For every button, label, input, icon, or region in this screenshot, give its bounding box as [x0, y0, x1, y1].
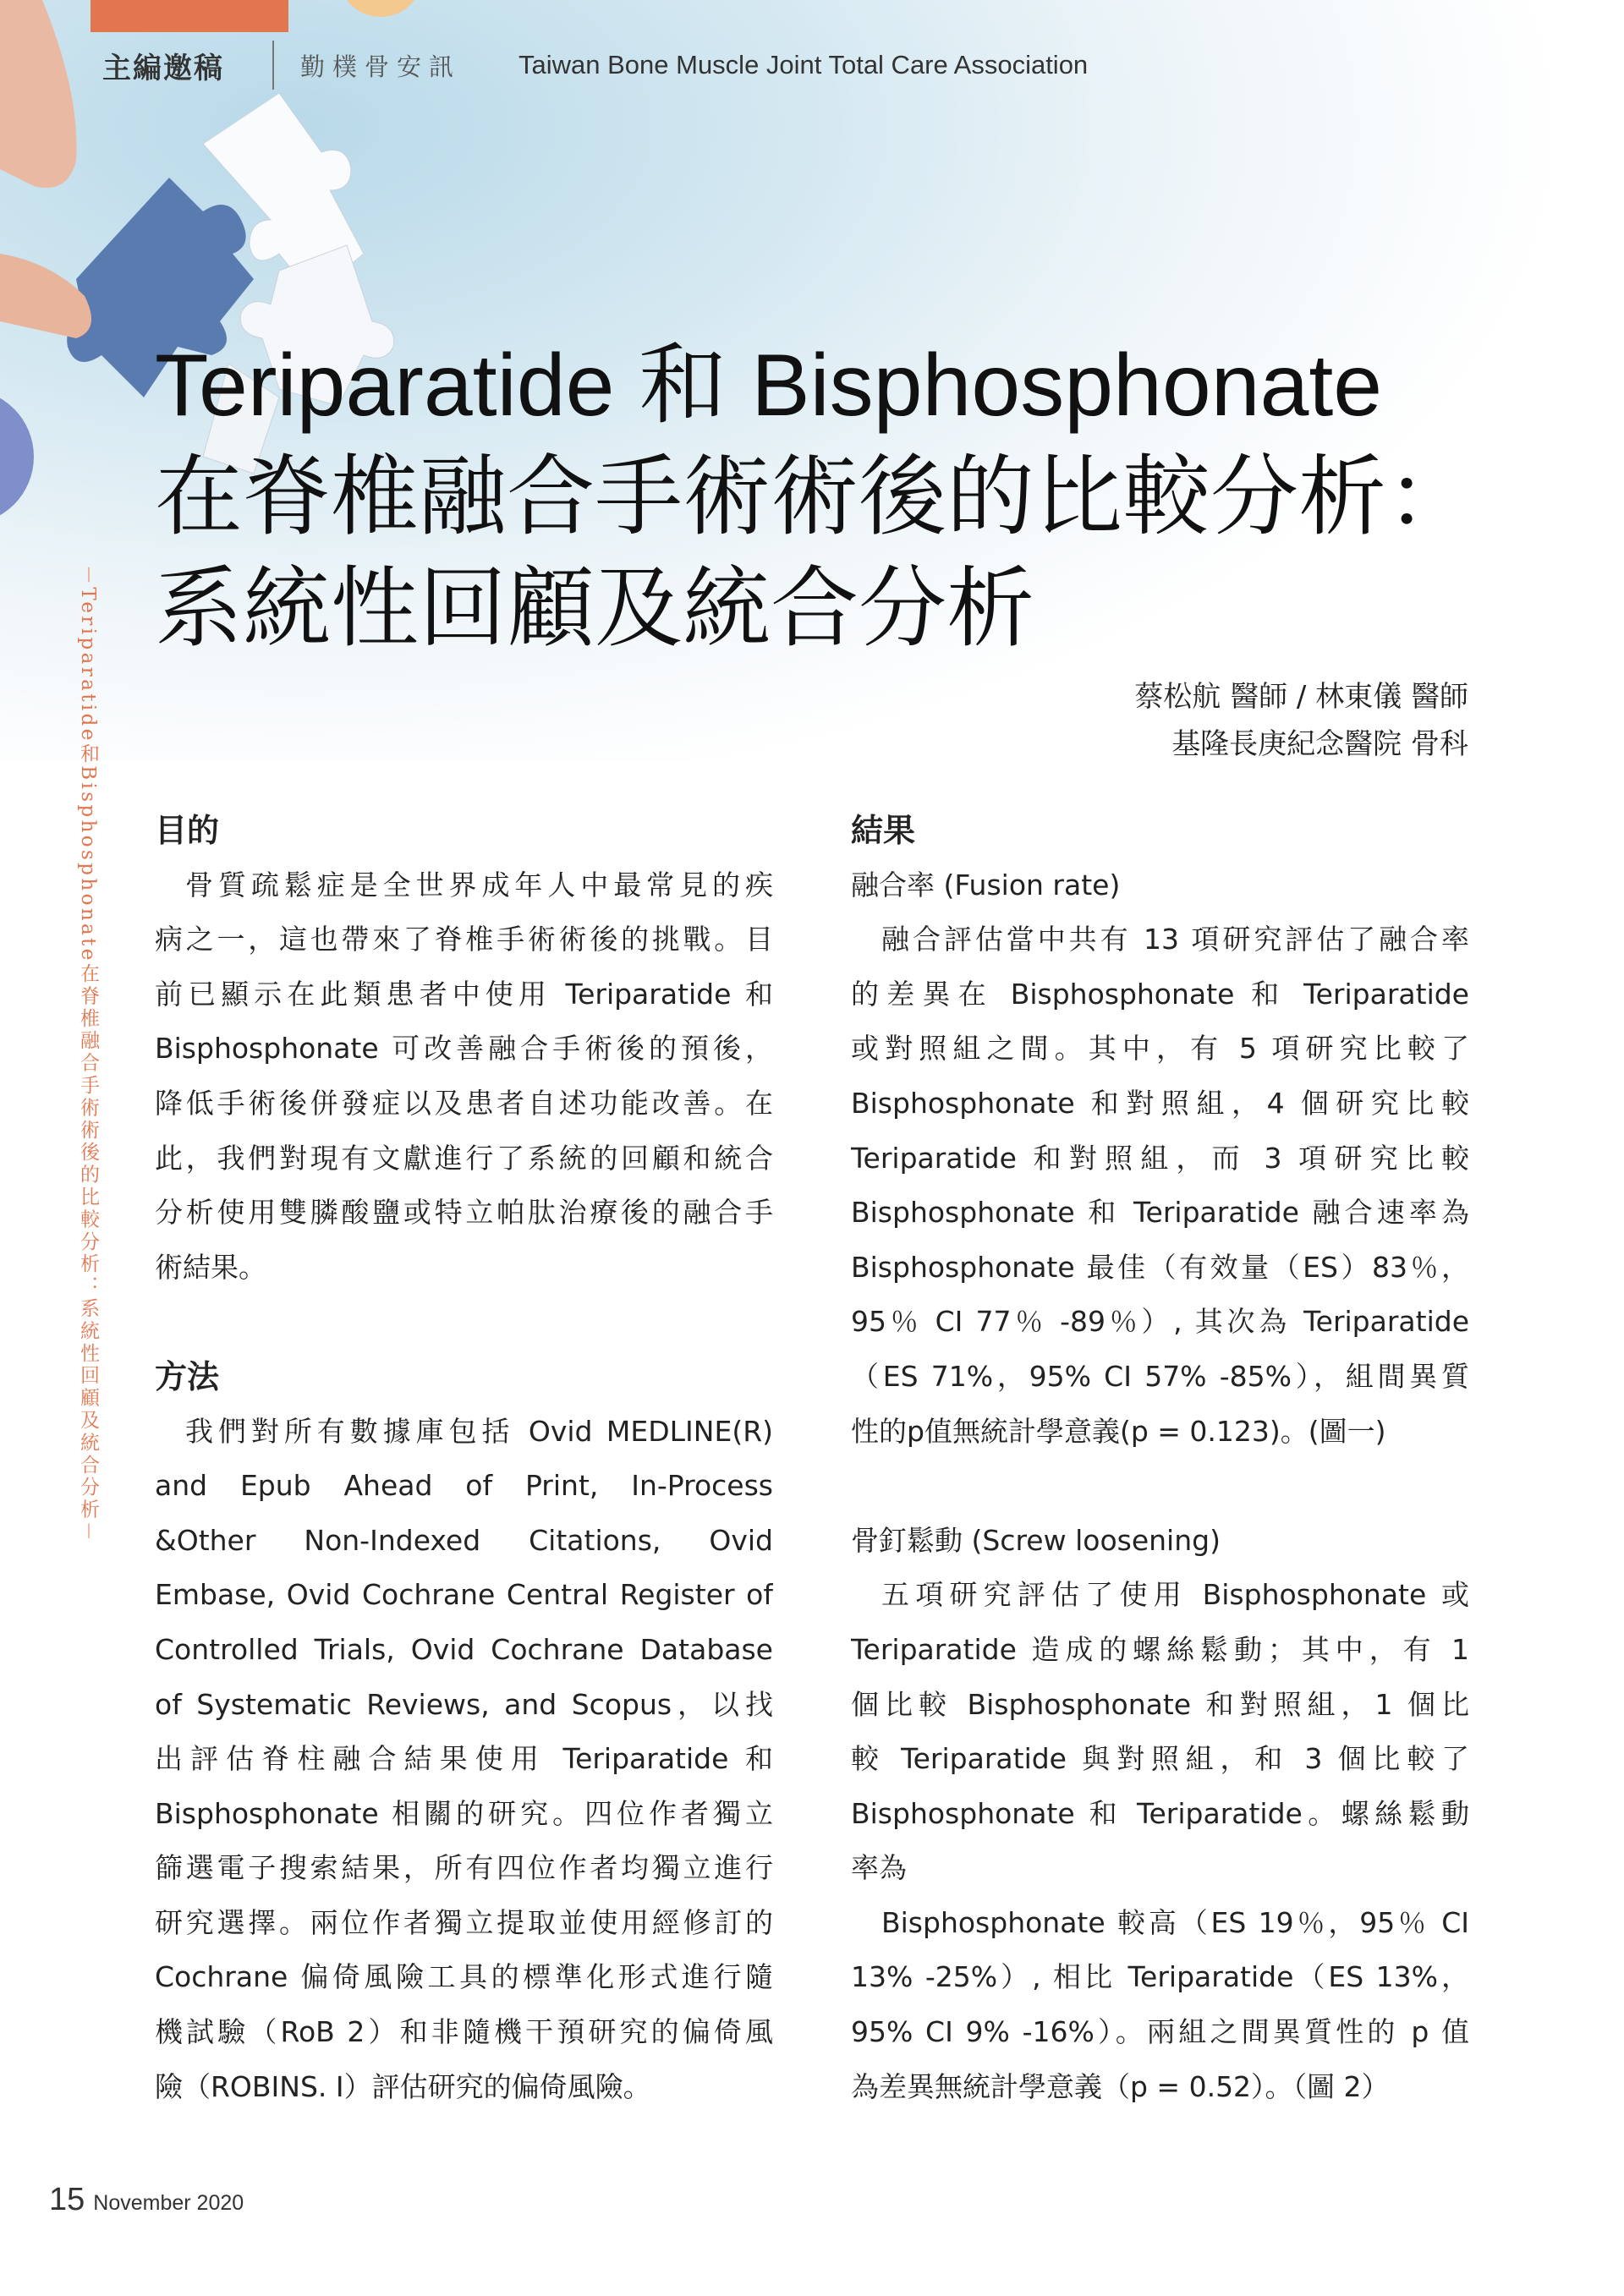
text-line: 13% -25%）, 相比 Teriparatide（ES 13%， [851, 1960, 1469, 1994]
text-line: Teriparatide 造成的螺絲鬆動；其中，有 1 [851, 1632, 1469, 1666]
text-line: &Other Non-Indexed Citations, Ovid [155, 1523, 773, 1557]
section-heading-results: 結果 [851, 811, 916, 849]
text-line: 個比較 Bisphosphonate 和對照組，1 個比 [851, 1687, 1469, 1721]
text-line: （ES 71%，95% CI 57% -85%），組間異質 [851, 1359, 1469, 1393]
right-column [851, 803, 1469, 2114]
section-heading-purpose: 目的 [155, 811, 220, 849]
text-line: 骨質疏鬆症是全世界成年人中最常見的疾 [185, 868, 773, 901]
purpose-paragraph [155, 858, 773, 1296]
page-footer [49, 2182, 244, 2218]
text-line: 機試驗（RoB 2）和非隨機干預研究的偏倚風 [155, 2015, 773, 2049]
text-line: 分析使用雙膦酸鹽或特立帕肽治療後的融合手 [155, 1196, 773, 1230]
text-line: Bisphosphonate 和對照組，4 個研究比較 [851, 1086, 1469, 1120]
text-line: Cochrane 偏倚風險工具的標準化形式進行隨 [155, 1960, 773, 1994]
methods-paragraph [155, 1405, 773, 2115]
text-line: Bisphosphonate 相關的研究。四位作者獨立 [155, 1796, 773, 1830]
left-column [155, 803, 773, 2114]
text-line: Teriparatide 和對照組，而 3 項研究比較 [851, 1141, 1469, 1175]
text-line: 為差異無統計學意義（p = 0.52）。（圖 2） [851, 2069, 1390, 2103]
text-line: 險（ROBINS. I）評估研究的偏倚風險。 [155, 2069, 651, 2103]
page-number: 15 [49, 2182, 85, 2217]
text-line: 的差異在 Bisphosphonate 和 Teriparatide [851, 977, 1469, 1011]
author-block [1134, 673, 1468, 768]
text-line: Controlled Trials, Ovid Cochrane Database [155, 1632, 773, 1666]
text-line: 出評估脊柱融合結果使用 Teriparatide 和 [155, 1742, 773, 1776]
yellow-circle-decoration [338, 0, 423, 17]
author-names: 蔡松航 醫師 / 林東儀 醫師 [1134, 680, 1468, 714]
screw-paragraph [851, 1568, 1469, 1896]
publication-name: 勤樸骨安訊 [300, 52, 462, 81]
text-line: Bisphosphonate 可改善融合手術後的預後， [155, 1032, 773, 1066]
text-line: 研究選擇。兩位作者獨立提取並使用經修訂的 [155, 1905, 773, 1939]
association-name: Taiwan Bone Muscle Joint Total Care Association [518, 50, 1089, 79]
section-heading-methods: 方法 [155, 1356, 220, 1395]
text-line: 性的p值無統計學意義(p = 0.123)。(圖一) [851, 1414, 1386, 1448]
text-line: 較 Teriparatide 與對照組，和 3 個比較了 [851, 1742, 1469, 1776]
fusion-paragraph [851, 912, 1469, 1459]
article-title [155, 330, 1474, 665]
text-line: 前已顯示在此類患者中使用 Teriparatide 和 [155, 977, 773, 1011]
text-line: of Systematic Reviews, and Scopus，以找 [155, 1687, 773, 1721]
text-line: Embase, Ovid Cochrane Central Register of [155, 1578, 773, 1612]
screw-paragraph-2 [851, 1896, 1469, 2114]
text-line: and Epub Ahead of Print, In-Process [155, 1469, 773, 1503]
title-line: 在脊椎融合手術術後的比較分析： [155, 448, 1475, 546]
title-line: Teriparatide 和 Bisphosphonate [155, 337, 1383, 435]
issue-date: November 2020 [93, 2191, 244, 2215]
text-line: 降低手術後併發症以及患者自述功能改善。在 [155, 1086, 773, 1120]
text-line: 術結果。 [155, 1250, 266, 1284]
text-line: Bisphosphonate 和 Teriparatide 融合速率為 [851, 1196, 1469, 1230]
author-affiliation: 基隆長庚紀念醫院 骨科 [1171, 727, 1468, 761]
text-line: 或對照組之間。其中，有 5 項研究比較了 [851, 1032, 1469, 1066]
text-line: 五項研究評估了使用 Bisphosphonate 或 [881, 1578, 1469, 1612]
header-divider [272, 41, 274, 90]
text-line: Bisphosphonate 較高（ES 19％，95％ CI [881, 1905, 1469, 1939]
subheading-screw-loosening: 骨釘鬆動 (Screw loosening) [851, 1523, 1221, 1557]
text-line: 率為 [851, 1851, 907, 1885]
finger-bottom [0, 254, 91, 338]
text-line: 融合評估當中共有 13 項研究評估了融合率 [881, 923, 1469, 956]
text-line: 篩選電子搜索結果，所有四位作者均獨立進行 [155, 1851, 773, 1885]
text-line: 我們對所有數據庫包括 Ovid MEDLINE(R) [185, 1414, 773, 1448]
text-line: Bisphosphonate 最佳（有效量（ES）83％， [851, 1250, 1469, 1284]
subheading-fusion-rate: 融合率 (Fusion rate) [851, 868, 1121, 901]
vertical-running-title: －Teriparatide和Bisphosphonate在脊椎融合手術術後的比較分析：系統性回顧及統合分析－ [77, 565, 99, 1544]
purple-circle-decoration [0, 389, 34, 524]
text-line: Bisphosphonate 和 Teriparatide。螺絲鬆動 [851, 1796, 1469, 1830]
section-color-tab [91, 0, 288, 32]
text-line: 95% CI 9% -16%）。兩組之間異質性的 p 值 [851, 2015, 1469, 2049]
text-line: 此，我們對現有文獻進行了系統的回顧和統合 [155, 1141, 773, 1175]
text-line: 95％ CI 77％ -89％）, 其次為 Teriparatide [851, 1305, 1469, 1339]
finger-top [0, 0, 77, 188]
title-line: 系統性回顧及統合分析 [155, 560, 1035, 658]
text-line: 病之一，這也帶來了脊椎手術術後的挑戰。目 [155, 923, 773, 956]
column-label: 主編邀稿 [102, 51, 224, 85]
